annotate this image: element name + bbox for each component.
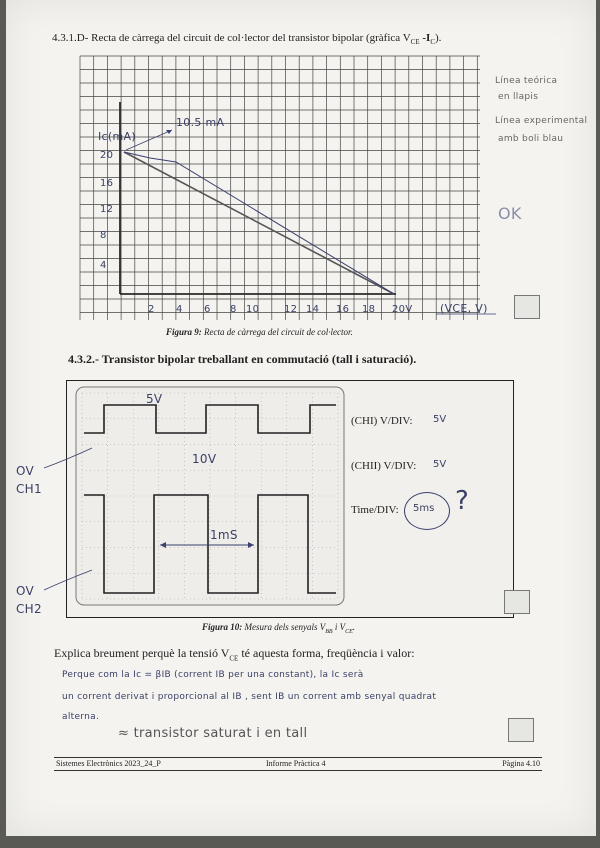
- document-page: [6, 0, 596, 836]
- section-431-title: [52, 32, 441, 46]
- ov-ch1-label: OV: [16, 464, 35, 478]
- ov-ch2-label: OV: [16, 584, 35, 598]
- ch2-vdiv-value: 5V: [433, 459, 447, 470]
- x-tick-label: 14: [306, 304, 320, 315]
- theoretical-line: [124, 152, 394, 294]
- caption-sub-bb: BB: [325, 628, 333, 635]
- question-text: [54, 646, 415, 662]
- footer-report: Informe Pràctica 4: [266, 759, 326, 768]
- grade-checkbox-1[interactable]: [514, 295, 540, 319]
- annot-5v: 5V: [146, 392, 163, 406]
- x-axis-label: (VCE, V): [440, 302, 488, 315]
- section-431-title-text: 4.3.1.D- Recta de càrrega del circuit de col·lector del transistor bipolar (gràfica V: [52, 32, 411, 44]
- x-tick-label: 10: [246, 304, 260, 315]
- y-axis-label: Ic(mA): [98, 130, 136, 143]
- figure-10-label: Figura 10:: [202, 622, 243, 632]
- y-tick-label: 8: [100, 230, 107, 241]
- answer-line-1: Perque com la Ic = βIB (corrent IB per una constant), la Ic serà: [62, 670, 364, 680]
- title-end: ).: [435, 32, 442, 44]
- answer-line-2: un corrent derivat i proporcional al IB , sent IB un corrent amb senyal quadrat: [62, 692, 437, 702]
- x-tick-label: 20V: [392, 304, 413, 315]
- caption-mid: i V: [332, 622, 346, 632]
- graph-grid: [80, 56, 480, 320]
- figure-10-text: Mesura dels senyals V: [242, 622, 326, 632]
- x-tick-label: 8: [230, 304, 237, 315]
- annot-10v: 10V: [192, 452, 217, 466]
- x-tick-label: 12: [284, 304, 298, 315]
- page-footer: [54, 757, 542, 771]
- ch1-label: CH1: [16, 482, 42, 496]
- caption-end: .: [352, 622, 356, 632]
- note-pencil: en llapis: [498, 92, 539, 102]
- annot-1ms: 1mS: [210, 528, 238, 542]
- ch1-vdiv-label: (CHI) V/DIV:: [351, 415, 413, 427]
- title-sub-ce: CE: [410, 38, 420, 47]
- time-div-value: 5ms: [413, 503, 435, 514]
- title-mid: -I: [419, 32, 431, 44]
- grade-checkbox-2[interactable]: [504, 590, 530, 614]
- annotation-10-5ma: 10.5 mA: [176, 116, 225, 129]
- note-experimental-line: Línea experimental: [495, 116, 588, 126]
- ch2-vdiv-label: (CHII) V/DIV:: [351, 460, 417, 472]
- figure-9-label: Figura 9:: [166, 327, 202, 337]
- answer-line-4: ≈ transistor saturat i en tall: [118, 726, 308, 741]
- figure-10-caption: [202, 622, 355, 635]
- ch1-vdiv-value: 5V: [433, 414, 447, 425]
- figure-9-text: Recta de càrrega del circuit de col·lector.: [201, 327, 353, 337]
- ov-arrows: [36, 440, 106, 600]
- y-tick-label: 4: [100, 260, 107, 271]
- x-tick-label: 18: [362, 304, 376, 315]
- x-tick-label: 16: [336, 304, 350, 315]
- y-tick-label: 16: [100, 178, 114, 189]
- figure-9-caption: [166, 327, 353, 337]
- oscilloscope-screen: [74, 385, 346, 607]
- ok-mark: OK: [498, 204, 522, 223]
- note-theoretical-line: Línea teórica: [495, 76, 558, 86]
- note-blue-pen: amb boli blau: [498, 134, 564, 144]
- section-432-title: 4.3.2.- Transistor bipolar treballant en commutació (tall i saturació).: [68, 352, 417, 366]
- ch2-label: CH2: [16, 602, 42, 616]
- answer-line-3: alterna.: [62, 712, 100, 722]
- grade-checkbox-3[interactable]: [508, 718, 534, 742]
- footer-course: Sistemes Electrònics 2023_24_P: [56, 759, 161, 768]
- question-text-start: Explica breument perquè la tensió V: [54, 646, 230, 660]
- question-text-end: té aquesta forma, freqüència i valor:: [238, 646, 415, 660]
- x-tick-label: 6: [204, 304, 211, 315]
- footer-page: Pàgina 4.10: [502, 759, 540, 768]
- load-line-graph: [76, 52, 496, 324]
- caption-sub-ce: CE: [345, 628, 353, 635]
- y-tick-label: 20: [100, 150, 114, 161]
- time-div-label: Time/DIV:: [351, 504, 399, 516]
- y-tick-label: 12: [100, 204, 114, 215]
- x-tick-label: 2: [148, 304, 155, 315]
- x-tick-label: 4: [176, 304, 183, 315]
- title-sub-c: C: [430, 38, 435, 47]
- question-sub: CE: [229, 654, 239, 663]
- question-mark: ?: [455, 486, 470, 516]
